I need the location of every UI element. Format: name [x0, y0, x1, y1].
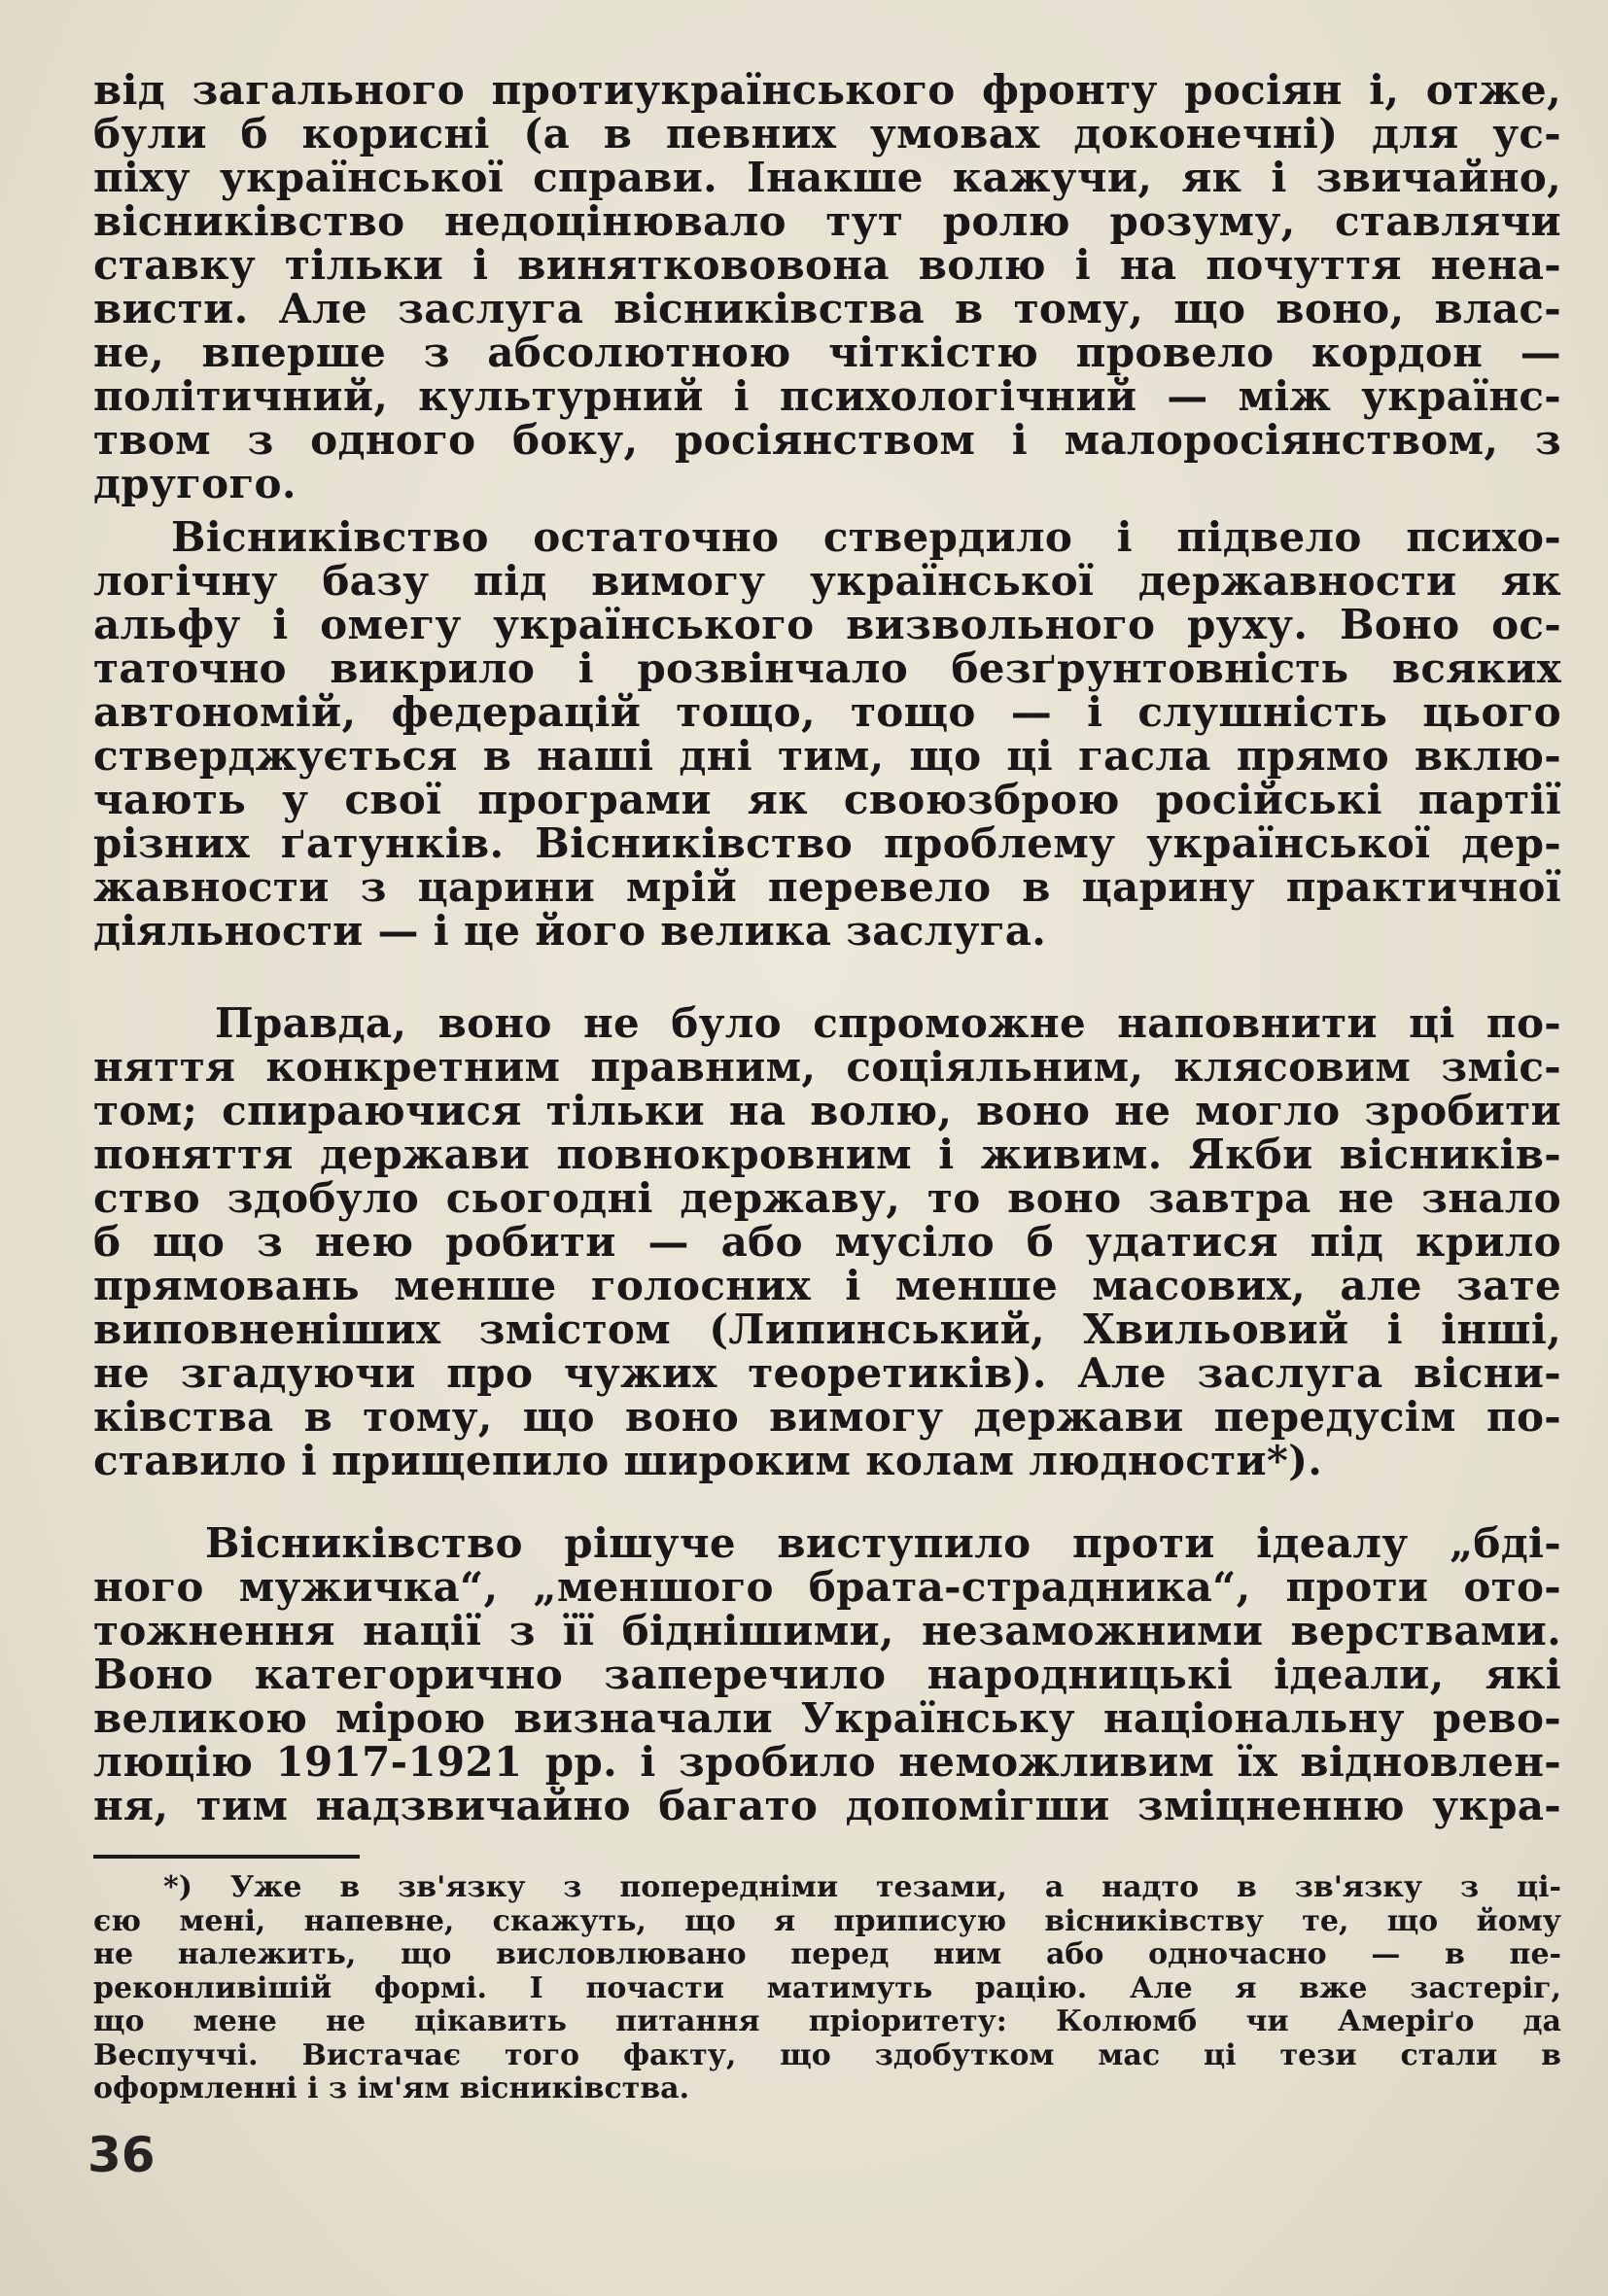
text-line: Правда, воно не було спроможне наповнити ці по-	[215, 999, 1561, 1047]
text-line: ня, тим надзвичайно багато допомігши зміцненню укра-	[93, 1782, 1561, 1829]
text-line: різних ґатунків. Вісниківство проблему української дер-	[93, 819, 1561, 867]
footnote	[93, 1871, 1561, 2106]
page-number: 36	[87, 2127, 156, 2183]
text-line: висти. Але заслуга вісниківства в тому, що воно, влас-	[93, 285, 1561, 332]
text-line: виповненіших змістом (Липинський, Хвильовий і інші,	[93, 1305, 1561, 1353]
text-line: Вісниківство рішуче виступило проти ідеалу „бді-	[205, 1519, 1561, 1567]
text-line: таточно викрило і розвінчало безґрунтовність всяких	[93, 644, 1561, 692]
text-line: жавности з царини мрій перевело в царину практичної	[93, 863, 1561, 911]
text-line: не, вперше з абсолютною чіткістю провело кордон —	[93, 329, 1561, 376]
text-line: політичний, культурний і психологічний — між українс-	[93, 372, 1561, 420]
text-line: Воно категорично заперечило народницькі ідеали, які	[93, 1651, 1561, 1698]
text-line: вісниківство недоцінювало тут ролю розуму, ставлячи	[93, 197, 1561, 245]
text-line: діяльности — і це його велика заслуга.	[93, 907, 1047, 955]
text-line: другого.	[93, 460, 297, 507]
text-line: не згадуючи про чужих теоретиків). Але заслуга вісни-	[93, 1349, 1561, 1397]
text-line: ставку тільки і виняткововона волю і на почуття нена-	[93, 241, 1561, 289]
text-line: б що з нею робити — або мусіло б удатися під крило	[93, 1218, 1561, 1266]
paragraph-4	[93, 1521, 1561, 1827]
footnote-line: що мене не цікавить питання пріоритету: Колюмб чи Амеріґо да	[93, 2004, 1561, 2038]
text-line: логічну базу під вимогу української державности як	[93, 557, 1561, 605]
text-line: автономій, федерацій тощо, тощо — і слушність цього	[93, 688, 1561, 736]
text-line: люцію 1917-1921 рр. і зробило неможливим їх відновлен-	[93, 1738, 1561, 1786]
text-line: стверджується в наші дні тим, що ці гасла прямо вклю-	[93, 732, 1561, 780]
text-line: ківства в тому, що воно вимогу держави передусім по-	[93, 1393, 1561, 1441]
footnote-line: Веспуччі. Вистачає того факту, що здобутком мас ці тези стали в	[93, 2037, 1561, 2072]
text-line: ного мужичка“, „меншого брата-страдника“, проти ото-	[93, 1563, 1561, 1611]
text-line: том; спираючися тільки на волю, воно не могло зробити	[93, 1087, 1561, 1134]
text-line: були б корисні (а в певних умовах доконечні) для ус-	[93, 110, 1561, 157]
text-line: чають у свої програми як своюзброю російські партії	[93, 776, 1561, 823]
text-line: няття конкретним правним, соціяльним, клясовим зміс-	[93, 1043, 1561, 1091]
text-line: твом з одного боку, росіянством і малоросіянством, з	[93, 416, 1561, 464]
text-line: ставило і прищепило широким колам людности*).	[93, 1437, 1323, 1484]
footnote-divider	[93, 1855, 360, 1859]
text-line: тожнення нації з її біднішими, незаможними верствами.	[93, 1607, 1561, 1654]
footnote-line: реконливішій формі. І почасти матимуть рацію. Але я вже застеріг,	[93, 1970, 1561, 2005]
paragraph-1	[93, 68, 1561, 505]
text-line: прямовань менше голосних і менше масових, але зате	[93, 1262, 1561, 1309]
footnote-line: *) Уже в зв'язку з попередніми тезами, а надто в зв'язку з ці-	[163, 1870, 1561, 1904]
paragraph-3	[93, 1001, 1561, 1482]
text-line: від загального протиукраїнського фронту росіян і, отже,	[93, 66, 1561, 114]
paragraph-2	[93, 515, 1561, 953]
footnote-line: не належить, що висловлювано перед ним або одночасно — в пе-	[93, 1937, 1561, 1971]
text-line: піху української справи. Інакше кажучи, як і звичайно,	[93, 154, 1561, 201]
text-line: великою мірою визначали Українську національну рево-	[93, 1694, 1561, 1742]
text-line: альфу і омегу українського визвольного руху. Воно ос-	[93, 601, 1561, 648]
footnote-line: єю мені, напевне, скажуть, що я приписую вісниківству те, що йому	[93, 1903, 1561, 1938]
text-line: поняття держави повнокровним і живим. Якби вісників-	[93, 1131, 1561, 1178]
text-line: Вісниківство остаточно ствердило і підвело психо-	[171, 513, 1561, 561]
footnote-line: оформленні і з ім'ям вісниківства.	[93, 2071, 690, 2105]
text-line: ство здобуло сьогодні державу, то воно завтра не знало	[93, 1174, 1561, 1222]
